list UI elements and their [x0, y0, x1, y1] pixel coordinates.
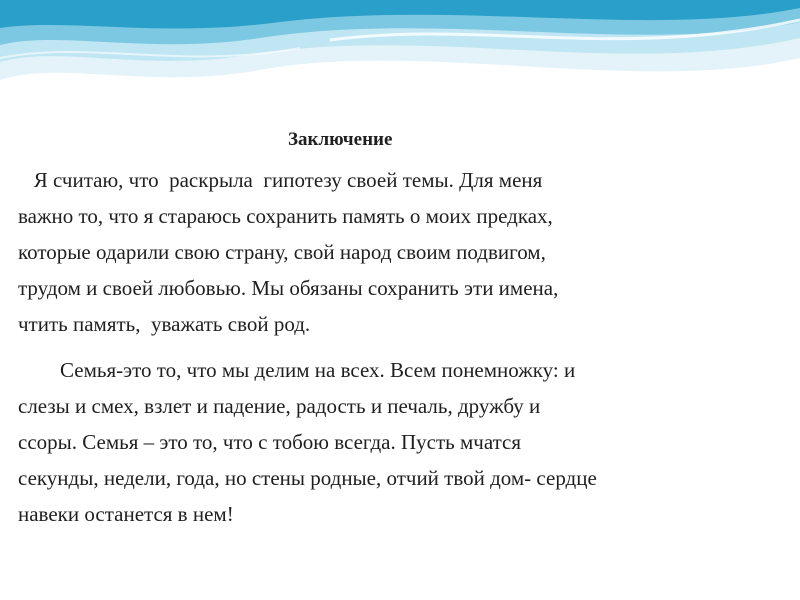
text-line: Я считаю, что раскрыла гипотезу своей темы. Для меня	[18, 168, 543, 192]
text-line: чтить память, уважать свой род.	[18, 312, 311, 336]
text-line: трудом и своей любовью. Мы обязаны сохранить эти имена,	[18, 276, 559, 300]
text-line: которые одарили свою страну, свой народ своим подвигом,	[18, 240, 546, 264]
text-line: важно то, что я стараюсь сохранить память о моих предках,	[18, 204, 553, 228]
text-line: навеки останется в нем!	[18, 502, 234, 526]
text-line: Семья-это то, что мы делим на всех. Всем понемножку: и	[18, 358, 576, 382]
paragraph-1	[18, 162, 788, 342]
text-line: ссоры. Семья – это то, что с тобою всегда. Пусть мчатся	[18, 430, 522, 454]
slide-title: Заключение	[288, 129, 393, 150]
paragraph-2	[18, 352, 788, 532]
header-wave-decoration	[0, 0, 800, 100]
slide-content	[18, 128, 788, 532]
text-line: слезы и смех, взлет и падение, радость и печаль, дружбу и	[18, 394, 541, 418]
text-line: секунды, недели, года, но стены родные, отчий твой дом- сердце	[18, 466, 597, 490]
